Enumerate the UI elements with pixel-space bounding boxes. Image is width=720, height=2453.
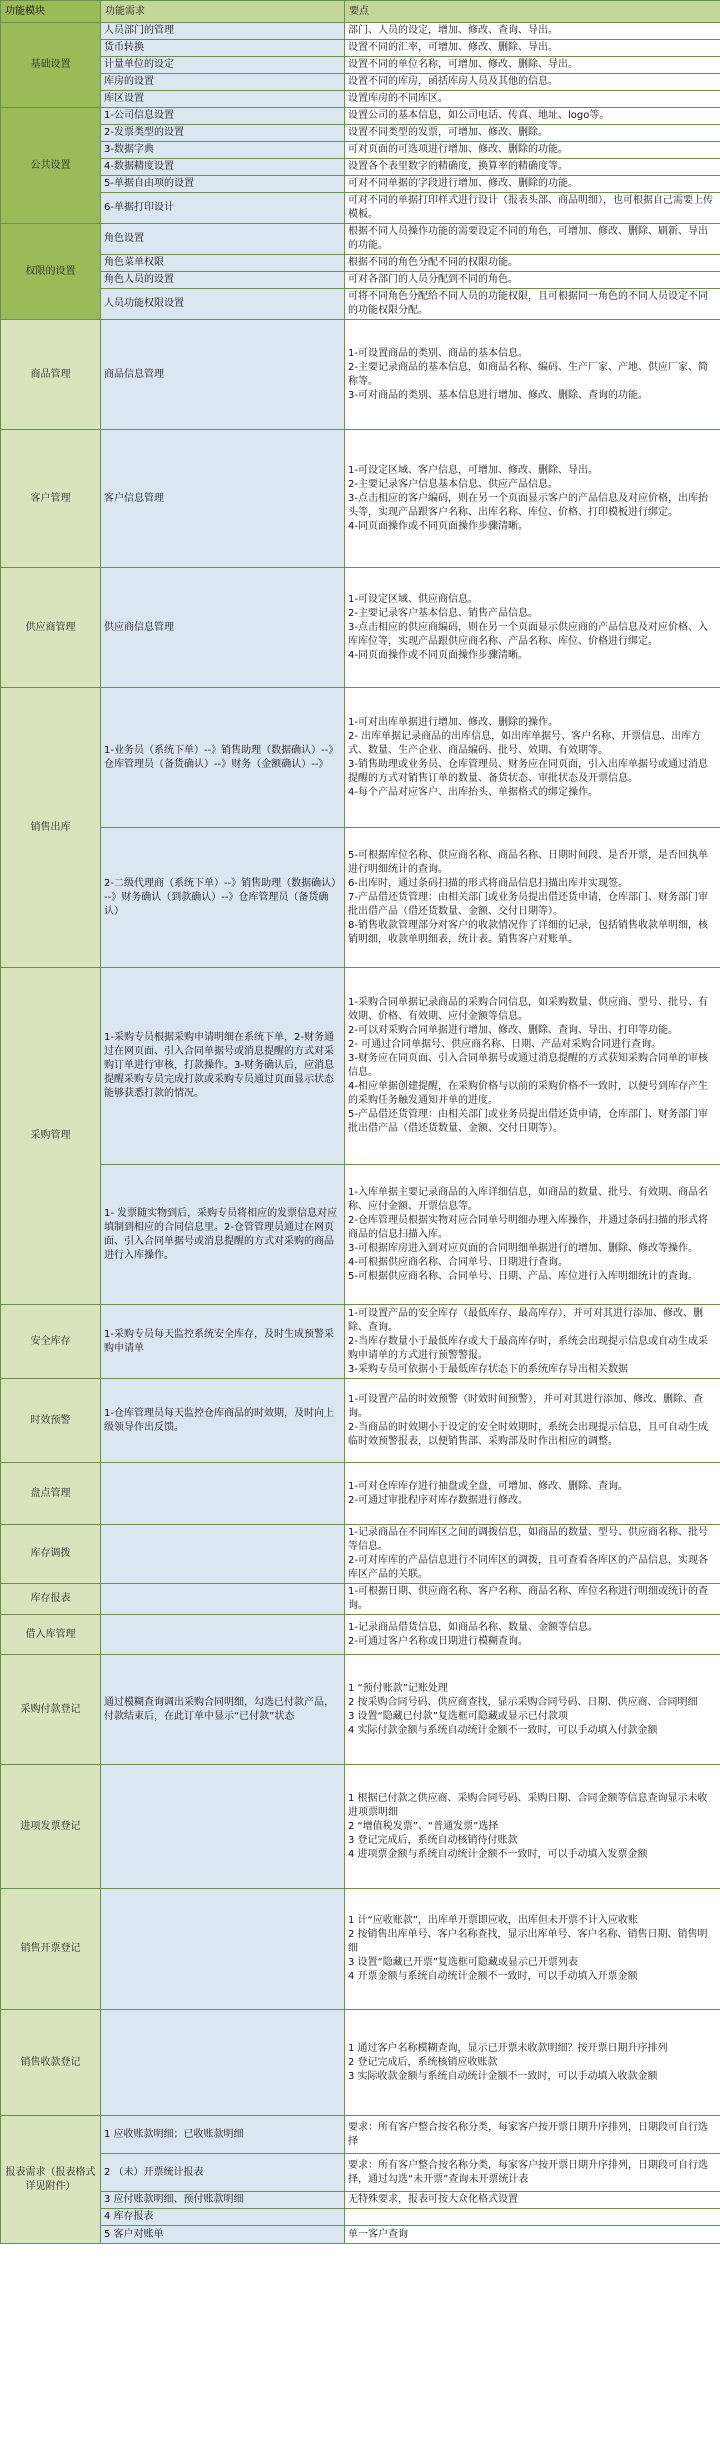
- points-cell: [345, 108, 720, 125]
- table-row: [1, 688, 720, 828]
- table-row: [1, 2154, 720, 2192]
- table-row: [1, 1584, 720, 1615]
- requirement-cell: 1- 发票随实物到后，采购专员将相应的发票信息对应填制到相应的合同信息里。2-仓管管理员通过在网页面、引入合同单据号或消息提醒的方式对采购的商品进行入库操作。: [101, 1165, 345, 1305]
- module-cell: 报表需求（报表格式详见附件）: [1, 2116, 101, 2244]
- module-cell: 进项发票登记: [1, 1765, 101, 1889]
- points-cell: [345, 159, 720, 176]
- header-module: 功能模块: [1, 1, 101, 23]
- points-cell: [345, 57, 720, 74]
- point-line: 设置各个表里数字的精确度，换算率的精确度等。: [348, 161, 568, 172]
- point-line: 3-销售助理或业务员、仓库管理员、财务应在同页面，引入出库单据号或通过消息提醒的方式对销售订单的数量、备货状态、审批状态及开票信息。: [348, 758, 708, 784]
- table-row: [1, 272, 720, 289]
- point-line: 4 实际付款金额与系统自动统计金额不一致时，可以手动填入付款金额: [348, 1724, 658, 1736]
- table-row: [1, 289, 720, 320]
- module-cell: 供应商管理: [1, 568, 101, 688]
- module-cell: 基础设置: [1, 23, 101, 108]
- table-row: [1, 2192, 720, 2209]
- requirement-cell: [101, 2010, 345, 2116]
- table-row: [1, 23, 720, 40]
- points-cell: [345, 272, 720, 289]
- requirement-cell: 3 应付账款明细、预付账款明细: [101, 2192, 345, 2209]
- table-row: [1, 1305, 720, 1379]
- requirement-cell: 角色设置: [101, 224, 345, 255]
- point-line: 8-销售收款管理部分对客户的收款情况作了详细的记录，包括销售收款单明细，核销明细，收款单明细表，统计表。销售客户对账单。: [348, 919, 708, 945]
- point-line: 2-主要记录客户信息基本信息、供应产品信息。: [348, 478, 558, 490]
- table-row: [1, 1463, 720, 1525]
- point-line: 3-点击相应的供应商编码，则在另一个页面显示供应商的产品信息及对应价格、入库库位等，实现产品跟供应商名称、产品名称、库位、价格进行绑定。: [348, 621, 708, 647]
- point-line: 1-可设定区域、供应商信息。: [348, 593, 478, 605]
- requirement-cell: 供应商信息管理: [101, 568, 345, 688]
- requirement-cell: 库房的设置: [101, 74, 345, 91]
- point-line: 3-采购专员可依据小于最低库存状态下的系统库存导出相关数据: [348, 1363, 628, 1375]
- point-line: 根据不同人员操作功能的需要设定不同的角色，可增加、修改、删除、刷新、导出的功能。: [348, 226, 708, 251]
- points-cell: [345, 193, 720, 224]
- table-row: [1, 2226, 720, 2244]
- table-row: [1, 1379, 720, 1463]
- points-cell: [345, 2209, 720, 2226]
- point-line: 1 根据已付款之供应商、采购合同号码、采购日期、合同金额等信息查询显示未收进项票明细: [348, 1792, 708, 1818]
- table-row: [1, 108, 720, 125]
- point-line: 2-主要记录客户基本信息、销售产品信息。: [348, 607, 538, 619]
- header-points: 要点: [345, 1, 720, 23]
- requirement-cell: [101, 1889, 345, 2010]
- point-line: 4-相应单据创建提醒，在采购价格与以前的采购价格不一致时，以便号到库存产生的采购任务触发通知并单的进度。: [348, 1081, 708, 1106]
- requirement-cell: [101, 1463, 345, 1525]
- requirement-cell: 库区设置: [101, 91, 345, 108]
- module-cell: 借入库管理: [1, 1615, 101, 1655]
- table-row: [1, 1889, 720, 2010]
- header-row: [1, 1, 720, 23]
- point-line: 2-当库存数量小于最低库存或大于最高库存时，系统会出现提示信息或自动生成采购申请单的方式进行预警警报。: [348, 1335, 708, 1361]
- requirement-cell: 1-采购专员每天监控系统安全库存，及时生成预警采购申请单: [101, 1305, 345, 1379]
- points-cell: [345, 1305, 720, 1379]
- table-row: [1, 1525, 720, 1584]
- points-cell: [345, 968, 720, 1165]
- point-line: 设置不同的库房，函括库房人员及其他的信息。: [348, 76, 558, 87]
- points-cell: [345, 2192, 720, 2209]
- point-line: 4-同页面操作或不同页面操作步骤清晰。: [348, 649, 528, 661]
- points-cell: [345, 224, 720, 255]
- table-row: [1, 159, 720, 176]
- point-line: 设置不同的汇率，可增加、修改、删除、导出。: [348, 42, 558, 53]
- point-line: 单一客户查询: [348, 2228, 408, 2240]
- points-cell: [345, 2154, 720, 2192]
- requirement-cell: 角色人员的设置: [101, 272, 345, 289]
- requirement-cell: 计量单位的设定: [101, 57, 345, 74]
- requirement-cell: 通过模糊查询调出采购合同明细，勾选已付款产品，付款结束后，在此订单中显示“已付款”状态: [101, 1655, 345, 1765]
- point-line: 可对不同单据的字段进行增加、修改、删除的功能。: [348, 178, 578, 189]
- point-line: 1 通过客户名称模糊查询，显示已开票未收款明细？按开票日期升序排列: [348, 2042, 668, 2054]
- table-row: [1, 176, 720, 193]
- point-line: 2-可通过客户名称或日期进行模糊查询。: [348, 1635, 528, 1647]
- point-line: 1-可设定区域、客户信息，可增加、修改、删除、导出。: [348, 464, 598, 476]
- points-cell: [345, 1379, 720, 1463]
- module-cell: 商品管理: [1, 320, 101, 430]
- point-line: 3 设置“隐藏已开票”复选框可隐藏或显示已开票列表: [348, 1957, 578, 1968]
- module-cell: 时效预警: [1, 1379, 101, 1463]
- points-cell: [345, 142, 720, 159]
- point-line: 1-入库单据主要记录商品的入库详细信息，如商品的数量、批号、有效期、商品名称、应付金额、开票信息等。: [348, 1186, 708, 1212]
- point-line: 可对不同的单据打印样式进行设计（报表头部、商品明细），也可根据自己需要上传模板。: [348, 195, 713, 220]
- requirement-cell: 1 应收账款明细；已收账款明细: [101, 2116, 345, 2154]
- point-line: 设置库房的不同库区。: [348, 93, 448, 104]
- requirement-cell: 6-单据打印设计: [101, 193, 345, 224]
- requirement-cell: 2 （未）开票统计报表: [101, 2154, 345, 2192]
- module-cell: 销售出库: [1, 688, 101, 968]
- point-line: 3 实际收款金额与系统自动统计金额不一致时，可以手动填入收款金额: [348, 2070, 658, 2082]
- requirement-cell: 2-发票类型的设置: [101, 125, 345, 142]
- module-cell: 销售收款登记: [1, 2010, 101, 2116]
- point-line: 1-采购合同单据记录商品的采购合同信息，如采购数量、供应商、型号、批号、有效期、价格、有效期、应付金额等信息。: [348, 997, 708, 1022]
- point-line: 3 设置“隐藏已付款”复选框可隐藏或显示已付款项: [348, 1710, 568, 1722]
- point-line: 4 进项票金额与系统自动统计金额不一致时，可以手动填入发票金额: [348, 1848, 648, 1860]
- point-line: 2- 出库单据记录商品的出库信息，如出库单据号、客户名称、开票信息、出库方式、数量、生产企业、商品编码、批号、效期、有效期等。: [348, 730, 702, 756]
- point-line: 根据不同的角色分配不同的权限功能。: [348, 257, 518, 268]
- requirement-cell: 1-业务员（系统下单）--》销售助理（数据确认）--》仓库管理员（备货确认）--》财务（金额确认）--》: [101, 688, 345, 828]
- table-row: [1, 430, 720, 568]
- point-line: 3-可根据库房进入到对应页面的合同明细单据进行的增加、删除、修改等操作。: [348, 1242, 698, 1254]
- point-line: 2 “增值税发票”、“普通发票”选择: [348, 1820, 499, 1832]
- points-cell: [345, 1615, 720, 1655]
- points-cell: [345, 40, 720, 57]
- table-row: [1, 193, 720, 224]
- point-line: 5-产品借还货管理：由相关部门或业务员提出借还货申请，仓库部门、财务部门审批出借产品（借还货数量、金额、交付日期等）。: [348, 1109, 708, 1134]
- point-line: 1 计“应收账款”，出库单开票即应收，出库但未开票不计入应收账: [348, 1915, 638, 1926]
- point-line: 1-可对出库单据进行增加、修改、删除的操作。: [348, 716, 558, 728]
- point-line: 7-产品借还货管理：由相关部门或业务员提出借还货申请，仓库部门、财务部门审批出借产品（借还货数量、金额、交付日期等）。: [348, 891, 708, 917]
- point-line: 2-当商品的时效期小于设定的安全时效期时，系统会出现提示信息，且可自动生成临时效预警报表，以便销售部、采购部及时作出相应的调整。: [348, 1421, 708, 1447]
- point-line: 4-同页面操作或不同页面操作步骤清晰。: [348, 520, 528, 532]
- point-line: 4 开票金额与系统自动统计金额不一致时，可以手动填入开票金额: [348, 1971, 638, 1982]
- point-line: 5-可根据库位名称、供应商名称、商品名称、日期时间段、是否开票，是否回执单进行明细统计的查询。: [348, 849, 708, 875]
- point-line: 2-主要记录商品的基本信息，如商品名称、编码、生产厂家、产地、供应厂家、简称等。: [348, 361, 708, 387]
- table-row: [1, 828, 720, 968]
- table-row: [1, 91, 720, 108]
- point-line: 无特殊要求，报表可按大众化格式设置: [348, 2194, 518, 2205]
- table-row: [1, 57, 720, 74]
- point-line: 3 登记完成后，系统自动核销待付账款: [348, 1834, 518, 1846]
- point-line: 3-点击相应的客户编码，则在另一个页面显示客户的产品信息及对应价格，出库抬头等，实现产品跟客户名称、出库名称、库位、价格、打印模板进行绑定。: [348, 492, 708, 518]
- point-line: 1-可设置商品的类别、商品的基本信息。: [348, 347, 528, 359]
- points-cell: [345, 2116, 720, 2154]
- point-line: 3-财务应在同页面、引入合同单据号或通过消息提醒的方式获知采购合同单的审核信息。: [348, 1053, 708, 1078]
- header-requirement: 功能需求: [101, 1, 345, 23]
- points-cell: [345, 2226, 720, 2244]
- requirement-cell: 角色菜单权限: [101, 255, 345, 272]
- point-line: 2 登记完成后，系统核销应收账款: [348, 2056, 498, 2068]
- requirement-cell: 客户信息管理: [101, 430, 345, 568]
- table-row: [1, 1615, 720, 1655]
- point-line: 1-可设置产品的安全库存（最低库存、最高库存），并可对其进行添加、修改、删除、查询。: [348, 1307, 703, 1333]
- module-cell: 盘点管理: [1, 1463, 101, 1525]
- requirement-cell: 4 库存报表: [101, 2209, 345, 2226]
- point-line: 4-可根据供应商名称、合同单号、日期进行查询。: [348, 1256, 568, 1268]
- point-line: 1-记录商品在不同库区之间的调拨信息，如商品的数量、型号、供应商名称、批号等信息。: [348, 1527, 708, 1552]
- point-line: 1-可设置产品的时效预警（时效时间预警），并可对其进行添加、修改、删除、查询。: [348, 1393, 703, 1419]
- point-line: 可对页面的可选项进行增加、修改、删除的功能。: [348, 144, 568, 155]
- requirement-cell: [101, 1765, 345, 1889]
- point-line: 1-记录商品借货信息，如商品名称、数量、金额等信息。: [348, 1621, 598, 1633]
- points-cell: [345, 1889, 720, 2010]
- table-row: [1, 1165, 720, 1305]
- requirement-cell: 商品信息管理: [101, 320, 345, 430]
- point-line: 设置不同的单位名称，可增加、修改、删除、导出。: [348, 59, 578, 70]
- requirement-cell: 货币转换: [101, 40, 345, 57]
- requirement-cell: 5-单据自由项的设置: [101, 176, 345, 193]
- points-cell: [345, 568, 720, 688]
- points-cell: [345, 23, 720, 40]
- requirement-cell: 1-采购专员根据采购申请明细在系统下单，2-财务通过在网页面、引入合同单据号或消息提醒的方式对采购订单进行审核，打款操作。3-财务确认后，应消息提醒采购专员完成打款或采购专员通过页面显示状态能够获悉打款的情况。: [101, 968, 345, 1165]
- table-row: [1, 40, 720, 57]
- table-row: [1, 125, 720, 142]
- points-cell: [345, 828, 720, 968]
- table-row: [1, 1765, 720, 1889]
- requirement-cell: 1-仓库管理员每天监控仓库商品的时效期，及时向上级领导作出反馈。: [101, 1379, 345, 1463]
- requirement-cell: 5 客户对账单: [101, 2226, 345, 2244]
- table-row: [1, 2010, 720, 2116]
- module-cell: 库存调拨: [1, 1525, 101, 1584]
- points-cell: [345, 1165, 720, 1305]
- point-line: 要求：所有客户整合按名称分类，每家客户按开票日期升序排列，日期段可自行选择: [348, 2121, 708, 2147]
- points-cell: [345, 320, 720, 430]
- points-cell: [345, 1463, 720, 1525]
- point-line: 2-可通过审批程序对库存数据进行修改。: [348, 1494, 528, 1506]
- table-row: [1, 968, 720, 1165]
- table-row: [1, 320, 720, 430]
- points-cell: [345, 176, 720, 193]
- table-row: [1, 2116, 720, 2154]
- table-body: [1, 23, 720, 2244]
- point-line: 2-仓库管理员根据实物对应合同单号明细办理入库操作，并通过条码扫描的形式将商品的信息扫描入库。: [348, 1214, 708, 1240]
- point-line: 2-可对库库的产品信息进行不同库区的调拨，且可查看各库区的产品信息，实现各库区产品的关联。: [348, 1555, 708, 1580]
- points-cell: [345, 1584, 720, 1615]
- point-line: 1-可根据日期、供应商名称、客户名称、商品名称、库位名称进行明细或统计的查询。: [348, 1586, 708, 1611]
- points-cell: [345, 1525, 720, 1584]
- point-line: 设置公司的基本信息，如公司电话、传真、地址、logo等。: [348, 110, 610, 121]
- module-cell: 库存报表: [1, 1584, 101, 1615]
- points-cell: [345, 74, 720, 91]
- point-line: 2 按采购合同号码、供应商查找，显示采购合同号码、日期、供应商、合同明细: [348, 1696, 698, 1708]
- module-cell: 采购管理: [1, 968, 101, 1305]
- point-line: 1 “预付账款”记账处理: [348, 1682, 448, 1694]
- point-line: 要求：所有客户整合按名称分类，每家客户按开票日期升序排列，日期段可自行选择，通过勾选“未开票”查询未开票统计表: [348, 2159, 708, 2185]
- points-cell: [345, 430, 720, 568]
- module-cell: 采购付款登记: [1, 1655, 101, 1765]
- point-line: 设置不同类型的发票，可增加、修改、删除。: [348, 127, 548, 138]
- module-cell: 公共设置: [1, 108, 101, 224]
- table-row: [1, 1655, 720, 1765]
- requirement-cell: 1-公司信息设置: [101, 108, 345, 125]
- points-cell: [345, 91, 720, 108]
- table-row: [1, 568, 720, 688]
- module-cell: 销售开票登记: [1, 1889, 101, 2010]
- module-cell: 客户管理: [1, 430, 101, 568]
- point-line: 可将不同角色分配给不同人员的功能权限，且可根据同一角色的不同人员设定不同的功能权限分配。: [348, 291, 708, 316]
- point-line: 2- 可通过合同单据号、供应商名称、日期、产品对采购合同进行查询。: [348, 1039, 662, 1050]
- points-cell: [345, 1655, 720, 1765]
- requirement-cell: 3-数据字典: [101, 142, 345, 159]
- requirement-cell: [101, 1584, 345, 1615]
- points-cell: [345, 1765, 720, 1889]
- table-row: [1, 2209, 720, 2226]
- point-line: 部门、人员的设定，增加、修改、查询、导出。: [348, 25, 558, 36]
- point-line: 2 按销售出库单号、客户名称查找，显示出库单号、客户名称、销售日期、销售明细: [348, 1929, 708, 1954]
- points-cell: [345, 688, 720, 828]
- point-line: 可对各部门的人员分配到不同的角色。: [348, 274, 518, 285]
- point-line: 2-可以对采购合同单据进行增加、修改、删除、查询、导出、打印等功能。: [348, 1025, 678, 1036]
- table-row: [1, 255, 720, 272]
- points-cell: [345, 255, 720, 272]
- table-row: [1, 142, 720, 159]
- requirement-cell: [101, 1525, 345, 1584]
- requirement-cell: [101, 1615, 345, 1655]
- point-line: 1-可对仓库库存进行抽盘或全盘，可增加、修改、删除、查询。: [348, 1480, 628, 1492]
- point-line: 4-每个产品对应客户、出库抬头、单据格式的绑定操作。: [348, 786, 598, 798]
- requirement-cell: 人员部门的管理: [101, 23, 345, 40]
- table-row: [1, 74, 720, 91]
- points-cell: [345, 289, 720, 320]
- point-line: 6-出库时，通过条码扫描的形式将商品信息扫描出库并实现签。: [348, 877, 628, 889]
- table-row: [1, 224, 720, 255]
- requirement-cell: 2-二级代理商（系统下单）--》销售助理（数据确认）--》财务确认（到款确认）--》仓库管理员（备货确认）: [101, 828, 345, 968]
- points-cell: [345, 125, 720, 142]
- requirement-cell: 人员功能权限设置: [101, 289, 345, 320]
- points-cell: [345, 2010, 720, 2116]
- point-line: 3-可对商品的类别、基本信息进行增加、修改、删除、查询的功能。: [348, 389, 648, 401]
- module-cell: 安全库存: [1, 1305, 101, 1379]
- point-line: 5-可根据供应商名称、合同单号、日期、产品、库位进行入库明细统计的查询。: [348, 1270, 698, 1282]
- module-cell: 权限的设置: [1, 224, 101, 320]
- requirement-cell: 4-数据精度设置: [101, 159, 345, 176]
